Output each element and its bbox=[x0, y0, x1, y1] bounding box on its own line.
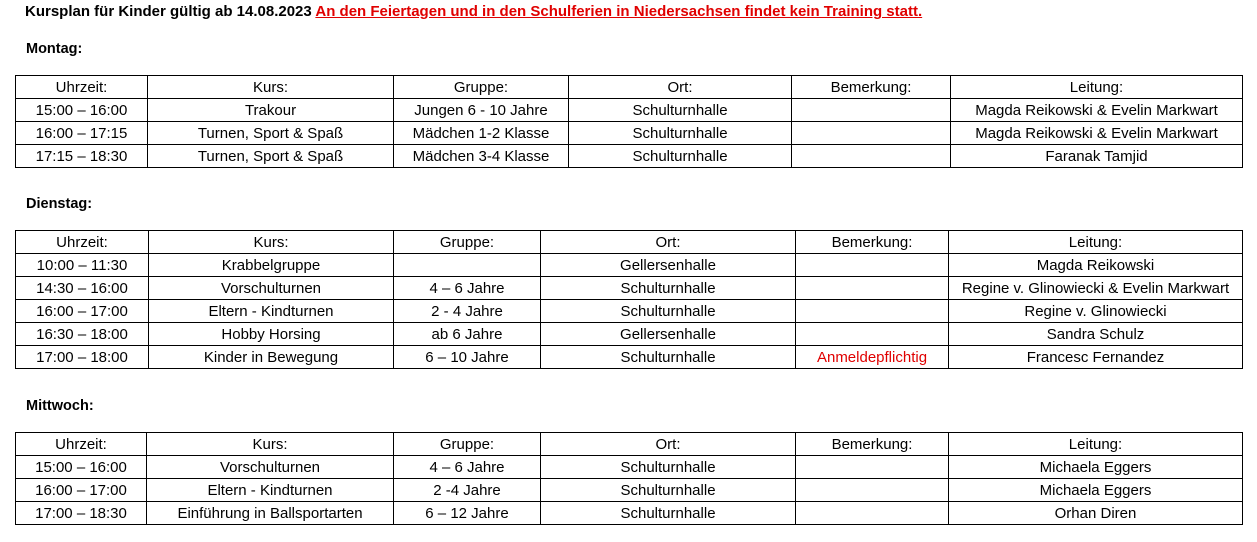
holiday-notice: An den Feiertagen und in den Schulferien in Niedersachsen findet kein Training statt. bbox=[315, 3, 923, 20]
cell-instructor: Michaela Eggers bbox=[949, 479, 1243, 502]
cell-group: ab 6 Jahre bbox=[394, 323, 541, 346]
cell-course: Hobby Horsing bbox=[149, 323, 394, 346]
cell-remark bbox=[796, 277, 949, 300]
cell-time: 10:00 – 11:30 bbox=[16, 254, 149, 277]
day-heading-tuesday: Dienstag: bbox=[26, 196, 93, 212]
cell-location: Schulturnhalle bbox=[569, 122, 792, 145]
column-header-instructor: Leitung: bbox=[949, 433, 1243, 456]
column-header-location: Ort: bbox=[541, 433, 796, 456]
column-header-remark: Bemerkung: bbox=[796, 231, 949, 254]
table-header-row bbox=[16, 76, 1243, 99]
cell-course: Vorschulturnen bbox=[149, 277, 394, 300]
cell-group: Mädchen 3-4 Klasse bbox=[394, 145, 569, 168]
table-header-row bbox=[16, 231, 1243, 254]
cell-group: 2 -4 Jahre bbox=[394, 479, 541, 502]
cell-location: Gellersenhalle bbox=[541, 254, 796, 277]
table-row bbox=[16, 502, 1243, 525]
cell-location: Schulturnhalle bbox=[569, 145, 792, 168]
table-row bbox=[16, 346, 1243, 369]
cell-instructor: Magda Reikowski bbox=[949, 254, 1243, 277]
cell-instructor: Magda Reikowski & Evelin Markwart bbox=[951, 122, 1243, 145]
cell-course: Turnen, Sport & Spaß bbox=[148, 145, 394, 168]
table-row bbox=[16, 122, 1243, 145]
table-row bbox=[16, 254, 1243, 277]
table-row bbox=[16, 300, 1243, 323]
cell-time: 16:00 – 17:00 bbox=[16, 479, 147, 502]
table-row bbox=[16, 99, 1243, 122]
cell-instructor: Regine v. Glinowiecki & Evelin Markwart bbox=[949, 277, 1243, 300]
column-header-remark: Bemerkung: bbox=[796, 433, 949, 456]
cell-remark bbox=[796, 502, 949, 525]
cell-course: Krabbelgruppe bbox=[149, 254, 394, 277]
cell-group: 6 – 12 Jahre bbox=[394, 502, 541, 525]
cell-location: Schulturnhalle bbox=[541, 456, 796, 479]
cell-location: Schulturnhalle bbox=[541, 502, 796, 525]
cell-remark: Anmeldepflichtig bbox=[796, 346, 949, 369]
cell-instructor: Magda Reikowski & Evelin Markwart bbox=[951, 99, 1243, 122]
cell-time: 15:00 – 16:00 bbox=[16, 456, 147, 479]
cell-time: 16:00 – 17:15 bbox=[16, 122, 148, 145]
column-header-remark: Bemerkung: bbox=[792, 76, 951, 99]
cell-location: Schulturnhalle bbox=[541, 300, 796, 323]
page-title bbox=[25, 3, 922, 20]
schedule-table-tuesday bbox=[15, 230, 1243, 369]
column-header-course: Kurs: bbox=[147, 433, 394, 456]
cell-group: Jungen 6 - 10 Jahre bbox=[394, 99, 569, 122]
cell-time: 17:00 – 18:30 bbox=[16, 502, 147, 525]
cell-instructor: Orhan Diren bbox=[949, 502, 1243, 525]
cell-group: 2 - 4 Jahre bbox=[394, 300, 541, 323]
cell-course: Trakour bbox=[148, 99, 394, 122]
schedule-table-wednesday bbox=[15, 432, 1243, 525]
cell-group: 6 – 10 Jahre bbox=[394, 346, 541, 369]
column-header-course: Kurs: bbox=[149, 231, 394, 254]
cell-location: Gellersenhalle bbox=[541, 323, 796, 346]
cell-instructor: Sandra Schulz bbox=[949, 323, 1243, 346]
cell-instructor: Francesc Fernandez bbox=[949, 346, 1243, 369]
column-header-course: Kurs: bbox=[148, 76, 394, 99]
schedule-table-monday bbox=[15, 75, 1243, 168]
cell-course: Turnen, Sport & Spaß bbox=[148, 122, 394, 145]
table-row bbox=[16, 323, 1243, 346]
cell-remark bbox=[796, 479, 949, 502]
column-header-location: Ort: bbox=[541, 231, 796, 254]
column-header-time: Uhrzeit: bbox=[16, 433, 147, 456]
cell-location: Schulturnhalle bbox=[541, 277, 796, 300]
cell-group: 4 – 6 Jahre bbox=[394, 456, 541, 479]
cell-location: Schulturnhalle bbox=[541, 479, 796, 502]
cell-instructor: Faranak Tamjid bbox=[951, 145, 1243, 168]
cell-remark bbox=[792, 122, 951, 145]
cell-group: 4 – 6 Jahre bbox=[394, 277, 541, 300]
cell-time: 14:30 – 16:00 bbox=[16, 277, 149, 300]
cell-time: 16:00 – 17:00 bbox=[16, 300, 149, 323]
column-header-group: Gruppe: bbox=[394, 76, 569, 99]
cell-location: Schulturnhalle bbox=[541, 346, 796, 369]
cell-remark bbox=[796, 456, 949, 479]
cell-instructor: Regine v. Glinowiecki bbox=[949, 300, 1243, 323]
cell-course: Kinder in Bewegung bbox=[149, 346, 394, 369]
column-header-time: Uhrzeit: bbox=[16, 231, 149, 254]
title-main: Kursplan für Kinder gültig ab 14.08.2023 bbox=[25, 3, 312, 20]
cell-remark bbox=[796, 254, 949, 277]
cell-remark bbox=[792, 145, 951, 168]
cell-remark bbox=[796, 300, 949, 323]
column-header-instructor: Leitung: bbox=[951, 76, 1243, 99]
cell-group: Mädchen 1-2 Klasse bbox=[394, 122, 569, 145]
cell-time: 17:15 – 18:30 bbox=[16, 145, 148, 168]
cell-time: 17:00 – 18:00 bbox=[16, 346, 149, 369]
cell-course: Eltern - Kindturnen bbox=[147, 479, 394, 502]
cell-time: 16:30 – 18:00 bbox=[16, 323, 149, 346]
column-header-instructor: Leitung: bbox=[949, 231, 1243, 254]
cell-time: 15:00 – 16:00 bbox=[16, 99, 148, 122]
cell-group bbox=[394, 254, 541, 277]
column-header-location: Ort: bbox=[569, 76, 792, 99]
cell-course: Einführung in Ballsportarten bbox=[147, 502, 394, 525]
column-header-time: Uhrzeit: bbox=[16, 76, 148, 99]
table-row bbox=[16, 479, 1243, 502]
table-header-row bbox=[16, 433, 1243, 456]
table-row bbox=[16, 456, 1243, 479]
cell-instructor: Michaela Eggers bbox=[949, 456, 1243, 479]
cell-remark bbox=[792, 99, 951, 122]
table-row bbox=[16, 277, 1243, 300]
column-header-group: Gruppe: bbox=[394, 231, 541, 254]
cell-course: Vorschulturnen bbox=[147, 456, 394, 479]
day-heading-wednesday: Mittwoch: bbox=[26, 398, 94, 414]
column-header-group: Gruppe: bbox=[394, 433, 541, 456]
cell-course: Eltern - Kindturnen bbox=[149, 300, 394, 323]
table-row bbox=[16, 145, 1243, 168]
day-heading-monday: Montag: bbox=[26, 41, 83, 57]
cell-remark bbox=[796, 323, 949, 346]
cell-location: Schulturnhalle bbox=[569, 99, 792, 122]
